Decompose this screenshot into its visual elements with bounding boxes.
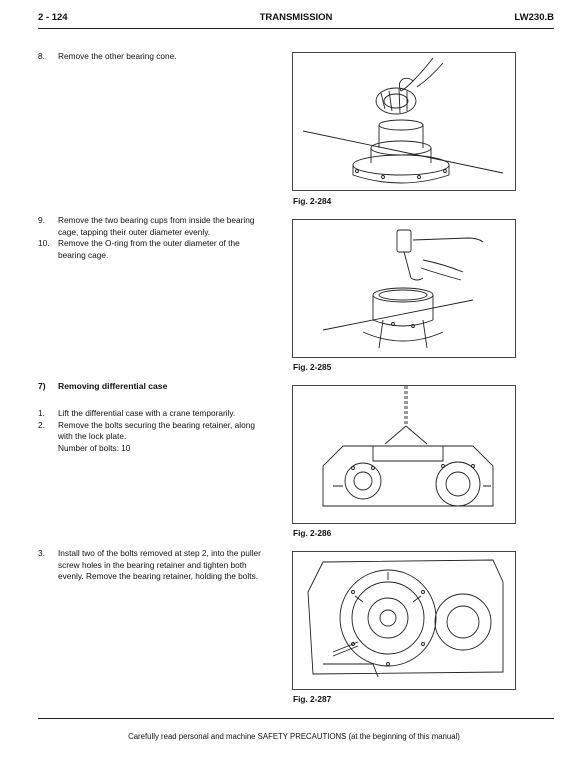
step-list-2 [38, 215, 263, 261]
step-number: 9. [38, 215, 45, 225]
step-number: 10. [38, 238, 50, 248]
step-item [38, 548, 263, 583]
step-text: Install two of the bolts removed at step 2, into the puller screw holes in the bearing retainer and tighten both evenly. Remove the bearing retainer, holding the bolts. [58, 548, 261, 581]
figure-bearing-cup-removal [292, 219, 516, 358]
step-text: Remove the bolts securing the bearing retainer, along with the lock plate. [58, 419, 255, 441]
section-number: 7) [38, 381, 46, 391]
bearing-retainer-illustration [293, 552, 515, 689]
figure-caption: Fig. 2-287 [293, 694, 332, 704]
step-number: 3. [38, 548, 45, 558]
step-text: Remove the other bearing cone. [58, 51, 177, 61]
step-text: Lift the differential case with a crane temporarily. [58, 408, 236, 418]
step-note: Number of bolts: 10 [58, 442, 131, 453]
bearing-cone-illustration [293, 53, 515, 190]
step-number: 1. [38, 408, 45, 418]
figure-bearing-retainer-removal [292, 551, 516, 690]
step-number: 8. [38, 51, 45, 61]
step-item [38, 443, 263, 455]
section-title-text: Removing differential case [58, 381, 168, 391]
step-item [38, 215, 263, 238]
figure-bearing-cone-removal [292, 52, 516, 191]
step-list-3 [38, 408, 263, 454]
figure-caption: Fig. 2-286 [293, 528, 332, 538]
differential-lift-illustration [293, 386, 515, 523]
step-item [38, 408, 263, 420]
page-number: 2 - 124 [38, 12, 68, 23]
step-list-4 [38, 548, 263, 583]
step-number [38, 443, 58, 455]
page-header [38, 12, 554, 28]
section-heading [38, 381, 167, 392]
figure-differential-lift [292, 385, 516, 524]
step-item [38, 238, 263, 261]
step-number: 2. [38, 419, 45, 430]
figure-caption: Fig. 2-284 [293, 196, 332, 206]
header-divider [38, 28, 554, 29]
step-text: Remove the two bearing cups from inside the bearing cage, tapping their outer diameter evenly. [58, 215, 255, 237]
step-text: Remove the O-ring from the outer diameter of the bearing cage. [58, 238, 240, 260]
step-item [38, 420, 263, 443]
model-name: LW230.B [514, 12, 554, 23]
footer-safety-note: Carefully read personal and machine SAFETY PRECAUTIONS (at the beginning of this manual) [128, 732, 460, 741]
footer-divider [38, 718, 554, 719]
chapter-title: TRANSMISSION [259, 12, 333, 23]
figure-caption: Fig. 2-285 [293, 362, 332, 372]
bearing-cup-illustration [293, 220, 515, 357]
step-list-1 [38, 51, 263, 63]
step-item [38, 51, 263, 63]
